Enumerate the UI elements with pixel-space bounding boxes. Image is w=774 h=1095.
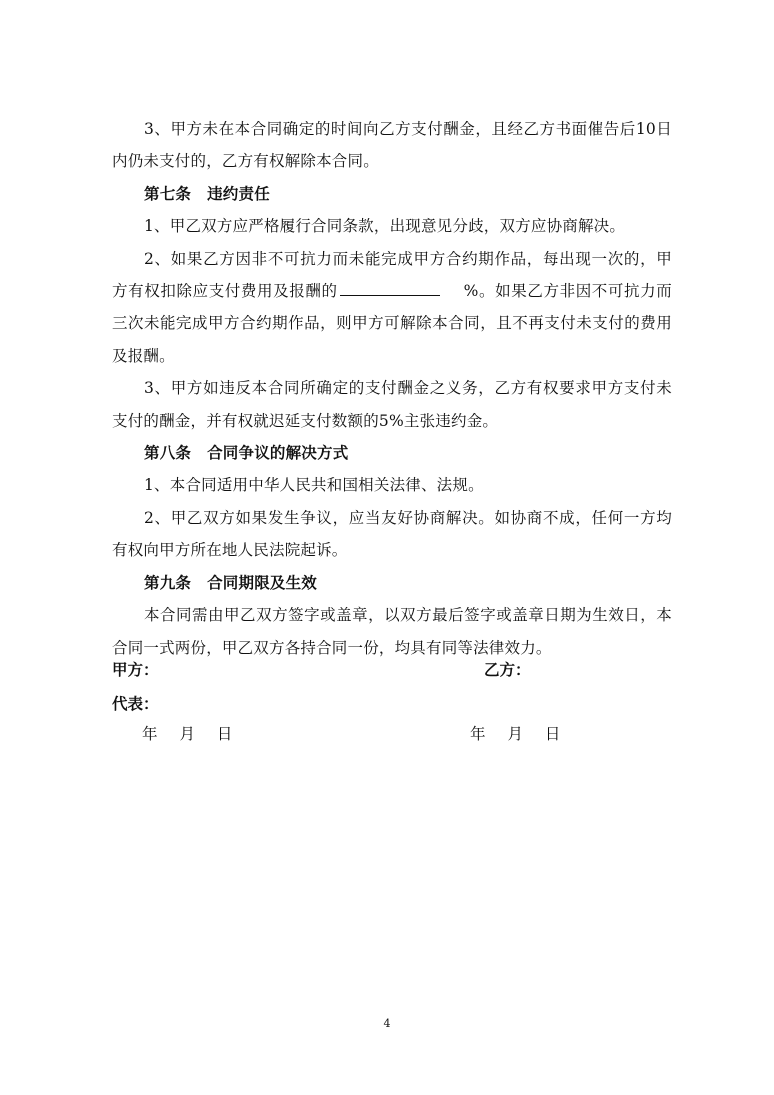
date-day: 日 bbox=[216, 725, 233, 743]
date-day: 日 bbox=[544, 725, 561, 743]
party-b-label: 乙方： bbox=[484, 660, 531, 679]
article-8-heading bbox=[112, 437, 672, 469]
article-9-number: 第九条 bbox=[144, 572, 192, 592]
article-8-number: 第八条 bbox=[144, 443, 192, 463]
clause-7-2-part-a: 2、如果乙方因非不可抗力而未能完成甲方合约期作品，每出现一次的，甲方有权扣除应支付费用及报酬的 bbox=[112, 249, 672, 301]
article-9-heading bbox=[112, 567, 672, 599]
clause-7-2 bbox=[112, 243, 672, 373]
article-8-title: 合同争议的解决方式 bbox=[207, 443, 349, 463]
party-b-date bbox=[470, 722, 560, 744]
percentage-blank-field[interactable] bbox=[340, 280, 440, 296]
article-9-title: 合同期限及生效 bbox=[207, 572, 318, 592]
clause-7-1: 1、甲乙双方应严格履行合同条款，出现意见分歧，双方应协商解决。 bbox=[144, 217, 626, 236]
contract-body bbox=[112, 113, 672, 664]
clause-6-3: 3、甲方未在本合同确定的时间向乙方支付酬金，且经乙方书面催告后10日内仍未支付的，乙方有权解除本合同。 bbox=[112, 120, 672, 171]
party-a-date bbox=[142, 722, 232, 744]
page-number: 4 bbox=[383, 1017, 391, 1030]
date-year: 年 bbox=[470, 725, 486, 743]
clause-7-3: 3、甲方如违反本合同所确定的支付酬金之义务，乙方有权要求甲方支付未支付的酬金，并有权就迟延支付数额的5%主张违约金。 bbox=[112, 379, 672, 430]
article-7-heading bbox=[112, 178, 672, 210]
article-7-number: 第七条 bbox=[144, 183, 192, 203]
date-month: 月 bbox=[507, 725, 523, 743]
clause-9: 本合同需由甲乙双方签字或盖章，以双方最后签字或盖章日期为生效日，本合同一式两份，甲乙双方各持合同一份，均具有同等法律效力。 bbox=[112, 606, 672, 657]
clause-8-1: 1、本合同适用中华人民共和国相关法律、法规。 bbox=[144, 476, 484, 495]
clause-7-2-part-b: %。如果乙方非因不可抗力而三次未能完成甲方合约期作品，则甲方可解除本合同，且不再支付未支付的费用及报酬。 bbox=[112, 282, 672, 365]
clause-8-2: 2、甲乙双方如果发生争议，应当友好协商解决。如协商不成，任何一方均有权向甲方所在地人民法院起诉。 bbox=[112, 508, 672, 560]
date-month: 月 bbox=[179, 725, 195, 743]
article-7-title: 违约责任 bbox=[207, 183, 270, 203]
representative-label: 代表： bbox=[112, 694, 159, 713]
party-a-label: 甲方： bbox=[112, 660, 159, 679]
date-year: 年 bbox=[142, 725, 158, 743]
